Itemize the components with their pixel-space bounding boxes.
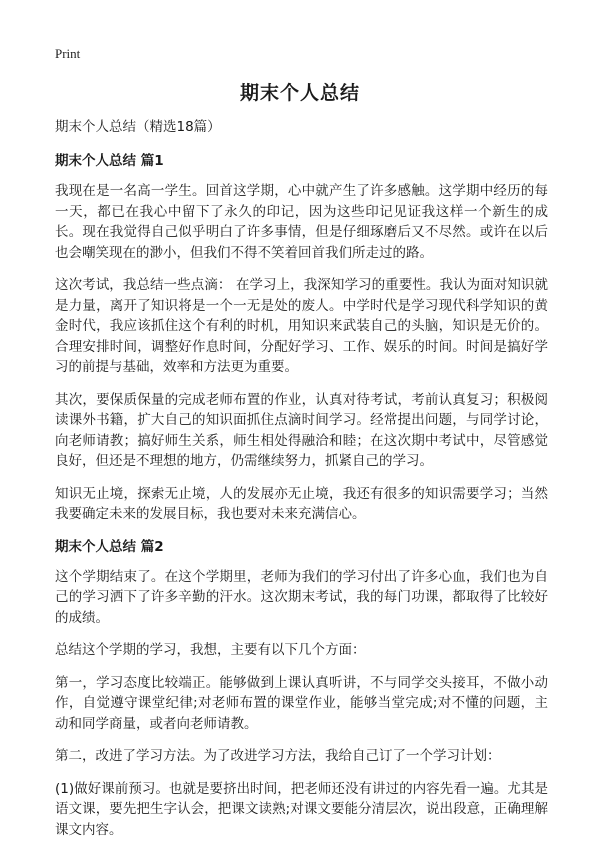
paragraph: 知识无止境，探索无止境，人的发展亦无止境，我还有很多的知识需要学习；当然我要确定未来的发展目标，我也要对未来充满信心。 — [55, 485, 548, 522]
section-2 — [55, 537, 548, 841]
document-body — [55, 117, 548, 852]
paragraph: 这个学期结束了。在这个学期里，老师为我们的学习付出了许多心血，我们也为自己的学习洒下了许多辛勤的汗水。这次期末考试，我的每门功课，都取得了比较好的成绩。 — [55, 568, 548, 626]
document-subtitle: 期末个人总结（精选18篇） — [55, 119, 221, 135]
paragraph: 第二，改进了学习方法。为了改进学习方法，我给自己订了一个学习计划： — [55, 748, 501, 764]
paragraph: 这次考试，我总结一些点滴： 在学习上，我深知学习的重要性。我认为面对知识就是力量，离开了知识将是一个一无是处的废人。中学时代是学习现代科学知识的黄金时代，我应该抓住这个有利的时机，用知识来武装自己的头脑，知识是无价的。合理安排时间，调整好作息时间，分配好学习、工作、娱乐的时间。时间是搞好学习的前提与基础，效率和方法更为重要。 — [55, 277, 548, 375]
section-1 — [55, 151, 548, 525]
document-title: 期末个人总结 — [239, 82, 360, 104]
paragraph: 总结这个学期的学习，我想，主要有以下几个方面： — [55, 642, 366, 658]
section-heading: 期末个人总结 篇2 — [55, 538, 164, 555]
print-label: Print — [55, 46, 81, 61]
paragraph: 我现在是一名高一学生。回首这学期，心中就产生了许多感触。这学期中经历的每一天，都已在我心中留下了永久的印记，因为这些印记见证我这样一个新生的成长。现在我觉得自己似乎明白了许多事情，但是仔细琢磨后又不尽然。或许在以后也会嘲笑现在的渺小，但我们不得不笑着回首我们所走过的路。 — [55, 183, 548, 261]
paragraph: 其次，要保质保量的完成老师布置的作业，认真对待考试，考前认真复习；积极阅读课外书籍，扩大自己的知识面抓住点滴时间学习。经常提出问题，与同学讨论，向老师请教；搞好师生关系，师生相处得融洽和睦；在这次期中考试中，尽管感觉良好，但还是不理想的地方，仍需继续努力，抓紧自己的学习。 — [55, 391, 548, 469]
paragraph: (1)做好课前预习。也就是要挤出时间，把老师还没有讲过的内容先看一遍。尤其是语文课，要先把生字认会，把课文读熟;对课文要能分清层次，说出段意，正确理解课文内容。 — [55, 780, 548, 838]
paragraph: 第一，学习态度比较端正。能够做到上课认真听讲，不与同学交头接耳，不做小动作，自觉遵守课堂纪律;对老师布置的课堂作业，能够当堂完成;对不懂的问题，主动和同学商量，或者向老师请教。 — [55, 674, 548, 732]
section-heading: 期末个人总结 篇1 — [55, 153, 164, 169]
